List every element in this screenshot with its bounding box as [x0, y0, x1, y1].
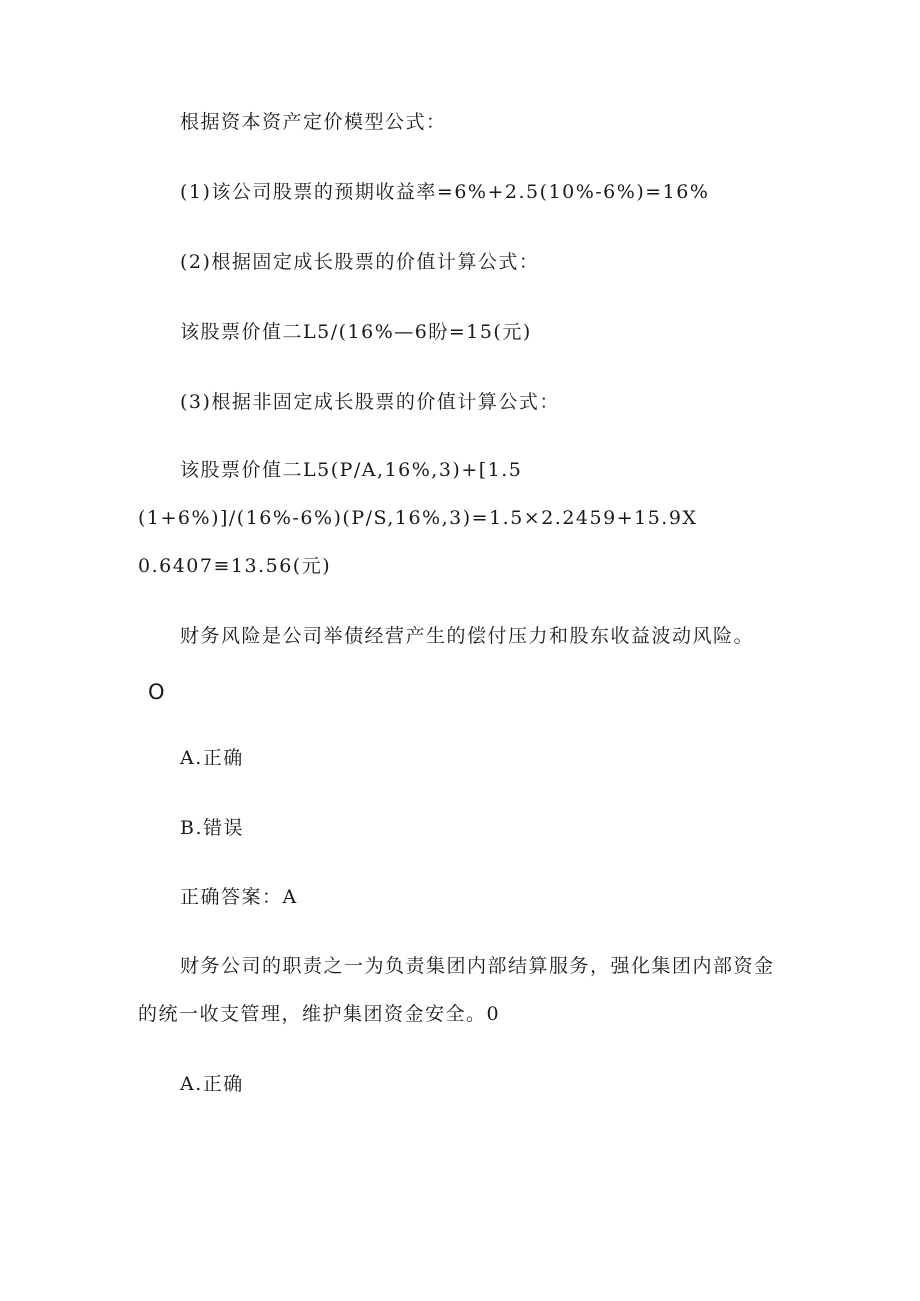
expected-return-line: (1)该公司股票的预期收益率=6%+2.5(10%-6%)=16%: [180, 181, 710, 203]
nonconstant-value-line-3: 0.6407≡13.56(元): [138, 555, 332, 577]
capm-intro-line: 根据资本资产定价模型公式：: [180, 111, 447, 133]
option-a-correct: A.正确: [180, 747, 244, 769]
question-finance-company-line-2: 的统一收支管理，维护集团资金安全。0: [138, 1003, 501, 1025]
option-a-correct-2: A.正确: [180, 1073, 244, 1095]
nonconstant-value-line-1: 该股票价值二L5(P/A,16%,3)+[1.5: [180, 459, 523, 481]
question-financial-risk: 财务风险是公司举债经营产生的偿付压力和股东收益波动风险。: [180, 625, 755, 647]
correct-answer-line: 正确答案：A: [180, 886, 298, 908]
nonconstant-value-line-2: (1+6%)]/(16%-6%)(P/S,16%,3)=1.5×2.2459+15.9X: [138, 507, 698, 529]
nonconstant-growth-heading: (3)根据非固定成长股票的价值计算公式：: [180, 391, 560, 413]
option-b-wrong: B.错误: [180, 817, 245, 839]
constant-growth-heading: (2)根据固定成长股票的价值计算公式：: [180, 251, 540, 273]
question-finance-company-line-1: 财务公司的职责之一为负责集团内部结算服务，强化集团内部资金: [180, 955, 775, 977]
constant-growth-value-line: 该股票价值二L5/(16%—6盼=15(元): [180, 321, 532, 343]
question-blank-marker: O: [148, 680, 165, 704]
